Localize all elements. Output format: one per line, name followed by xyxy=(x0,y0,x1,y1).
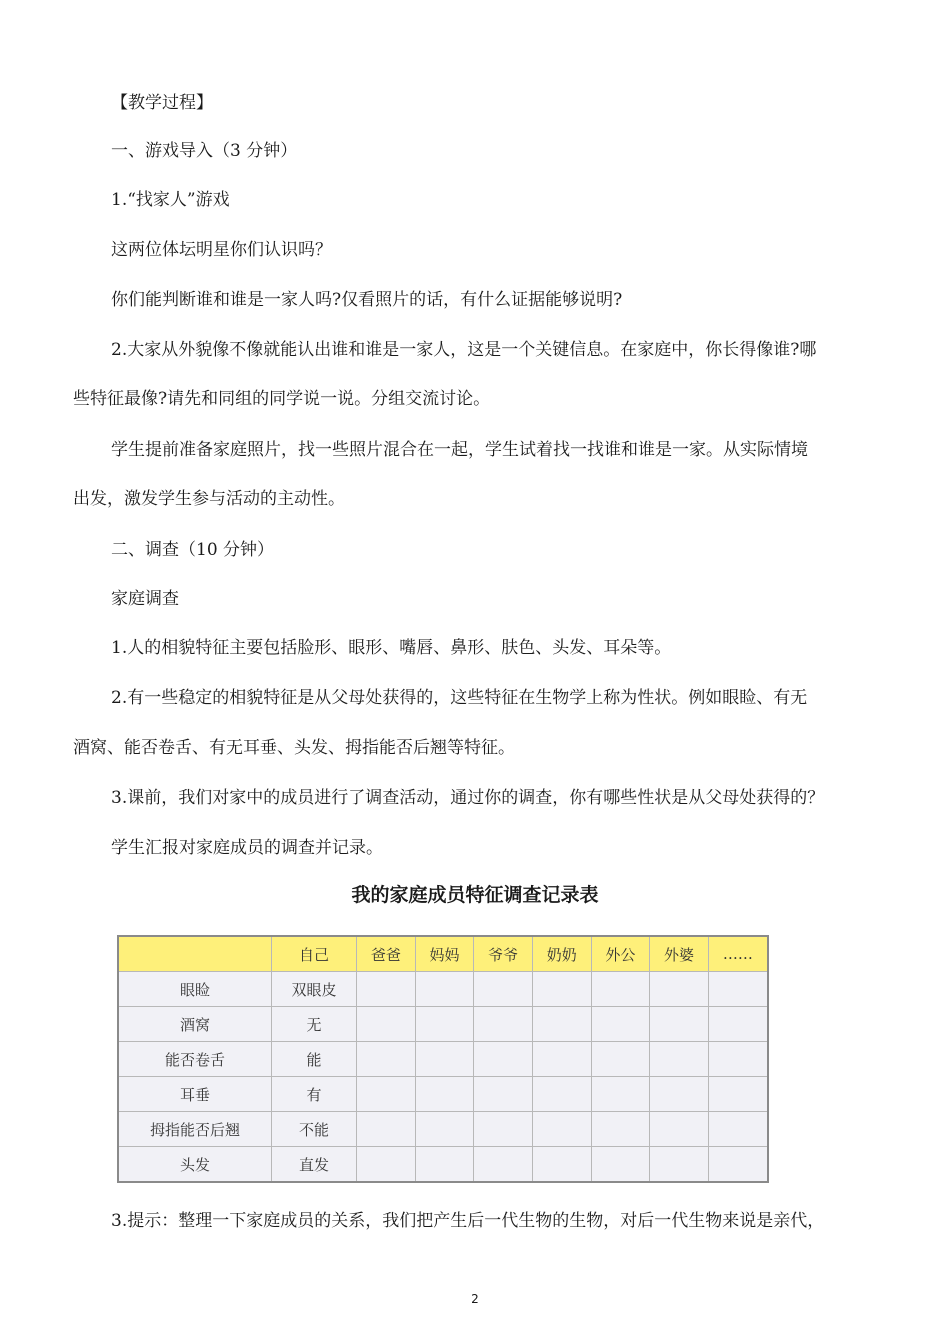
table-header-cell xyxy=(118,936,272,972)
heading-game-intro: 一、游戏导入（3 分钟） xyxy=(111,141,298,161)
table-row xyxy=(118,1007,768,1042)
table-cell xyxy=(415,1112,474,1147)
table-cell xyxy=(708,1112,768,1147)
page-number: 2 xyxy=(471,1292,479,1306)
paragraph: 3.提示：整理一下家庭成员的关系，我们把产生后一代生物的生物，对后一代生物来说是亲代， xyxy=(111,1211,825,1231)
table-cell xyxy=(474,1042,533,1077)
table-header-cell: 爸爸 xyxy=(357,936,416,972)
table-cell xyxy=(415,1007,474,1042)
table-row xyxy=(118,1112,768,1147)
family-trait-survey-table xyxy=(117,935,769,1183)
paragraph: 1.“找家人”游戏 xyxy=(111,190,230,210)
table-header-cell: 外公 xyxy=(591,936,650,972)
paragraph: 1.人的相貌特征主要包括脸形、眼形、嘴唇、鼻形、肤色、头发、耳朵等。 xyxy=(111,638,672,658)
table-cell xyxy=(415,1042,474,1077)
table-cell xyxy=(650,1077,709,1112)
paragraph: 3.课前，我们对家中的成员进行了调查活动，通过你的调查，你有哪些性状是从父母处获得的？ xyxy=(111,788,825,808)
table-cell xyxy=(650,1112,709,1147)
table-cell xyxy=(415,972,474,1007)
table-row xyxy=(118,1042,768,1077)
table-cell: 眼睑 xyxy=(118,972,272,1007)
table-cell xyxy=(474,1007,533,1042)
table-cell xyxy=(532,1077,591,1112)
table-cell xyxy=(591,1077,650,1112)
table-cell xyxy=(357,1077,416,1112)
table-cell xyxy=(591,1112,650,1147)
table-cell: 无 xyxy=(272,1007,357,1042)
table-cell xyxy=(708,1042,768,1077)
table-cell: 头发 xyxy=(118,1147,272,1183)
table-cell xyxy=(708,1147,768,1183)
table-cell: 拇指能否后翘 xyxy=(118,1112,272,1147)
table-cell xyxy=(357,1147,416,1183)
table-header-cell: 爷爷 xyxy=(474,936,533,972)
paragraph: 这两位体坛明星你们认识吗？ xyxy=(111,240,332,260)
table-cell: 能 xyxy=(272,1042,357,1077)
paragraph: 酒窝、能否卷舌、有无耳垂、头发、拇指能否后翘等特征。 xyxy=(73,738,515,758)
table-cell xyxy=(474,972,533,1007)
table-header-cell: 外婆 xyxy=(650,936,709,972)
table-header-cell: 奶奶 xyxy=(532,936,591,972)
paragraph: 些特征最像?请先和同组的同学说一说。分组交流讨论。 xyxy=(73,389,491,409)
table-cell xyxy=(532,1007,591,1042)
table-cell xyxy=(415,1077,474,1112)
table-cell xyxy=(532,1112,591,1147)
table-header-cell: 自己 xyxy=(272,936,357,972)
table-cell: 双眼皮 xyxy=(272,972,357,1007)
table-cell xyxy=(357,972,416,1007)
table-cell xyxy=(474,1147,533,1183)
table-cell: 直发 xyxy=(272,1147,357,1183)
table-cell: 不能 xyxy=(272,1112,357,1147)
table-header-row xyxy=(118,936,768,972)
table-cell xyxy=(357,1112,416,1147)
table-cell xyxy=(532,1147,591,1183)
paragraph: 学生提前准备家庭照片，找一些照片混合在一起，学生试着找一找谁和谁是一家。从实际情境 xyxy=(111,440,808,460)
table-cell: 有 xyxy=(272,1077,357,1112)
paragraph: 你们能判断谁和谁是一家人吗?仅看照片的话，有什么证据能够说明? xyxy=(111,290,623,310)
paragraph: 家庭调查 xyxy=(111,589,179,609)
table-cell xyxy=(708,1007,768,1042)
table-cell xyxy=(591,972,650,1007)
table-row xyxy=(118,972,768,1007)
section-heading-teaching-process: 【教学过程】 xyxy=(111,93,213,113)
paragraph: 2.有一些稳定的相貌特征是从父母处获得的，这些特征在生物学上称为性状。例如眼睑、有无 xyxy=(111,688,808,708)
table-cell xyxy=(708,1077,768,1112)
table-cell xyxy=(474,1077,533,1112)
table-cell xyxy=(357,1042,416,1077)
table-cell xyxy=(591,1042,650,1077)
table-header-cell: 妈妈 xyxy=(415,936,474,972)
table-cell xyxy=(357,1007,416,1042)
table-cell: 能否卷舌 xyxy=(118,1042,272,1077)
heading-survey: 二、调查（10 分钟） xyxy=(111,540,275,560)
table-cell: 酒窝 xyxy=(118,1007,272,1042)
table-title: 我的家庭成员特征调查记录表 xyxy=(351,884,599,906)
table-cell xyxy=(591,1147,650,1183)
table-cell xyxy=(650,1042,709,1077)
table-cell xyxy=(474,1112,533,1147)
table-cell xyxy=(708,972,768,1007)
table-cell xyxy=(415,1147,474,1183)
table-cell xyxy=(591,1007,650,1042)
table-header-cell: …… xyxy=(708,936,768,972)
table-cell xyxy=(650,972,709,1007)
table-cell xyxy=(650,1147,709,1183)
table-row xyxy=(118,1077,768,1112)
paragraph: 出发，激发学生参与活动的主动性。 xyxy=(73,489,345,509)
table-cell xyxy=(532,972,591,1007)
paragraph: 学生汇报对家庭成员的调查并记录。 xyxy=(111,838,383,858)
table-row xyxy=(118,1147,768,1183)
table-cell: 耳垂 xyxy=(118,1077,272,1112)
table-cell xyxy=(650,1007,709,1042)
paragraph: 2.大家从外貌像不像就能认出谁和谁是一家人，这是一个关键信息。在家庭中，你长得像谁?哪 xyxy=(111,340,817,360)
table-cell xyxy=(532,1042,591,1077)
